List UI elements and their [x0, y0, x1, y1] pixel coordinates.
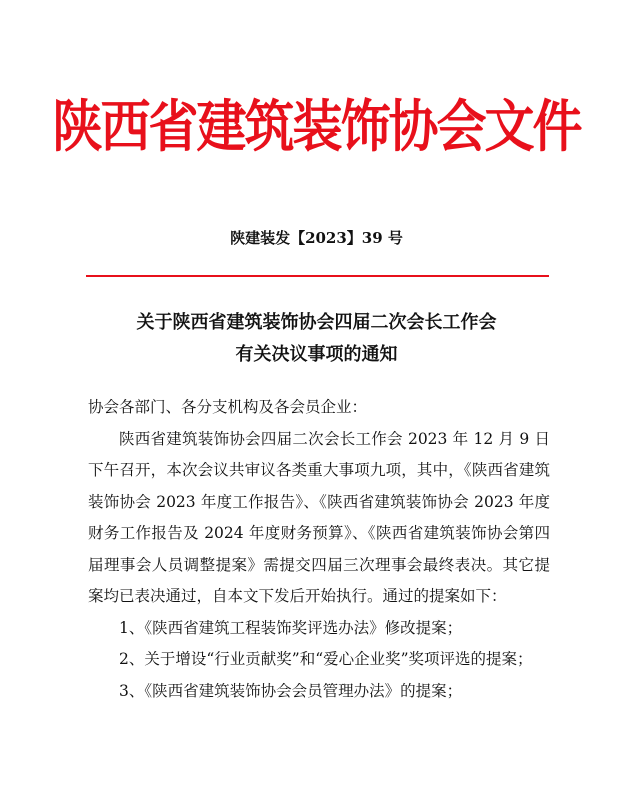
- list-item: 1、《陕西省建筑工程装饰奖评选办法》修改提案；: [119, 618, 463, 637]
- list-item: 3、《陕西省建筑装饰协会会员管理办法》的提案；: [119, 681, 463, 700]
- org-masthead-title: 陕西省建筑装饰协会文件: [52, 93, 581, 160]
- notice-title-line-2: 有关决议事项的通知: [235, 344, 398, 365]
- notice-body: [88, 392, 550, 707]
- salutation: 协会各部门、各分支机构及各会员企业：: [88, 398, 368, 416]
- document-number: 陕建装发【2023】39 号: [230, 229, 403, 247]
- list-item: 2、关于增设“行业贡献奖”和“爱心企业奖”奖项评选的提案；: [119, 650, 533, 668]
- intro-paragraph: 陕西省建筑装饰协会四届二次会长工作会 2023 年 12 月 9 日下午召开，本次会议共审议各类重大事项九项，其中，《陕西省建筑装饰协会 2023 年度工作报告》、《陕西省建筑装饰协会 2023 年度财务工作报告及 2024 年度财务预算》、《陕西省建筑装饰协会第四届理事会人员调整提案》需提交四届三次理事会最终表决。其它提案均已表决通过，自本文下发后开始执行。通过的提案如下：: [88, 429, 550, 605]
- red-divider-line: [86, 275, 549, 277]
- notice-title-line-1: 关于陕西省建筑装饰协会四届二次会长工作会: [136, 312, 497, 333]
